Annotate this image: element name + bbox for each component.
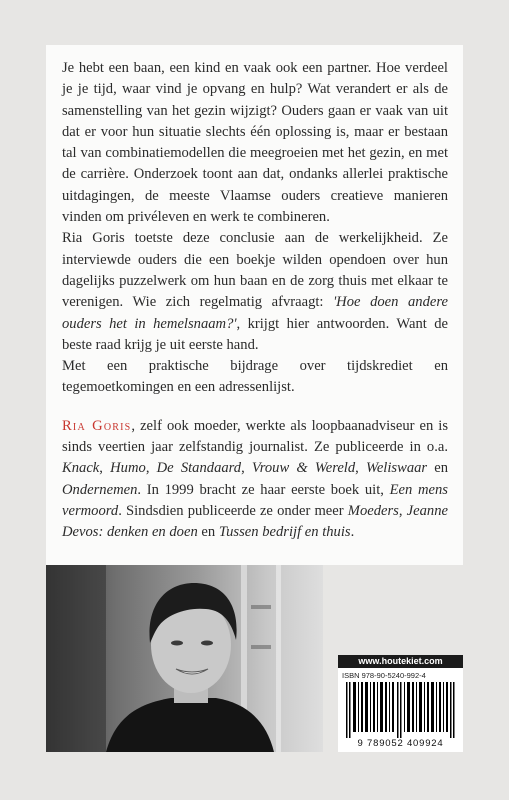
back-cover-text <box>62 58 448 544</box>
separator: , <box>241 460 252 477</box>
separator: , <box>99 460 111 477</box>
book-tussen-bedrijf-en-thuis: Tussen bedrijf en thuis <box>218 524 351 541</box>
book-moeders: Moeders <box>347 502 399 519</box>
bio-text-5: . <box>350 524 355 541</box>
publisher-url: www.houtekiet.com <box>338 655 463 668</box>
blurb-paragraph-1: Je hebt een baan, een kind en vaak ook een partner. Hoe verdeel je je tijd, waar vind je opvang en hulp? Wat verandert er als de samenstelling van het gezin wijzigt? Ouders gaan er vaak van uit dat er voor hun situatie slechts één oplossing is, maar er bestaan tal van combinatiemodellen die meegroeien met het gezin, en met de carrière. Onderzoek toont aan dat, ondanks allerlei praktische uitdagingen, de meeste Vlaamse ouders creatieve manieren vinden om privéleven en werk te combineren. <box>62 60 448 226</box>
publication-knack: Knack <box>62 460 100 477</box>
paragraph-gap <box>62 399 448 416</box>
publication-ondernemen: Ondernemen <box>62 481 138 498</box>
shelf-book <box>251 645 271 649</box>
author-photo <box>46 565 323 752</box>
isbn-label: ISBN 978-90-5240-992-4 <box>342 671 426 680</box>
author-portrait-illustration <box>46 565 323 752</box>
bio-text-3: . Sindsdien publiceerde ze onder meer <box>118 502 348 519</box>
left-eye <box>171 641 183 646</box>
blurb-quote: 'Hoe doen andere ouders het in hemelsnaam?' <box>62 294 448 332</box>
author-name: Ria Goris <box>62 417 132 434</box>
bio-text-4: en <box>197 524 219 541</box>
blurb-paragraph-3: Met een praktische bijdrage over tijdskrediet en tegemoetkomingen en een adressenlijst. <box>62 358 448 396</box>
publication-vrouw-wereld: Vrouw & Wereld <box>251 460 356 477</box>
bio-text-1: , zelf ook moeder, werkte als loopbaanadviseur en is sinds veertien jaar zelfstandig journalist. Ze publiceerde in o.a. <box>62 417 449 456</box>
right-eye <box>201 641 213 646</box>
barcode-number: 9 789052 409924 <box>357 738 444 749</box>
blurb-p2-start: Ria Goris toetste deze conclusie aan de werkelijkheid. Ze interviewde ouders die een boekje wilden opendoen over hun dagelijks puzzelwerk om hun baan en de zorg thuis met elkaar te verenigen. Wie zich regelmatig afvraagt: <box>62 230 448 311</box>
bookshelf-shadow <box>46 565 106 752</box>
book-jeanne-devos: Jeanne Devos: denken en doen <box>62 502 448 541</box>
barcode <box>346 682 456 738</box>
shoulders <box>106 698 274 752</box>
separator: en <box>427 460 449 477</box>
separator: , <box>145 460 157 477</box>
barcode-panel <box>338 655 463 752</box>
publication-weliswaar: Weliswaar <box>366 460 428 477</box>
blurb-p2-end: , krijgt hier antwoorden. Want de beste raad krijg je uit eerste hand. <box>62 315 448 353</box>
shelf-post <box>276 565 281 752</box>
author-bio <box>62 416 448 544</box>
publication-humo: Humo <box>110 460 146 477</box>
blurb-paragraph-2 <box>62 228 448 356</box>
separator: , <box>355 460 366 477</box>
shelf-book <box>251 605 271 609</box>
book-een-mens-vermoord: Een mens vermoord <box>62 481 448 519</box>
publication-de-standaard: De Standaard <box>156 460 242 477</box>
separator: , <box>398 502 407 519</box>
bio-text-2: . In 1999 bracht ze haar eerste boek uit, <box>137 481 390 498</box>
